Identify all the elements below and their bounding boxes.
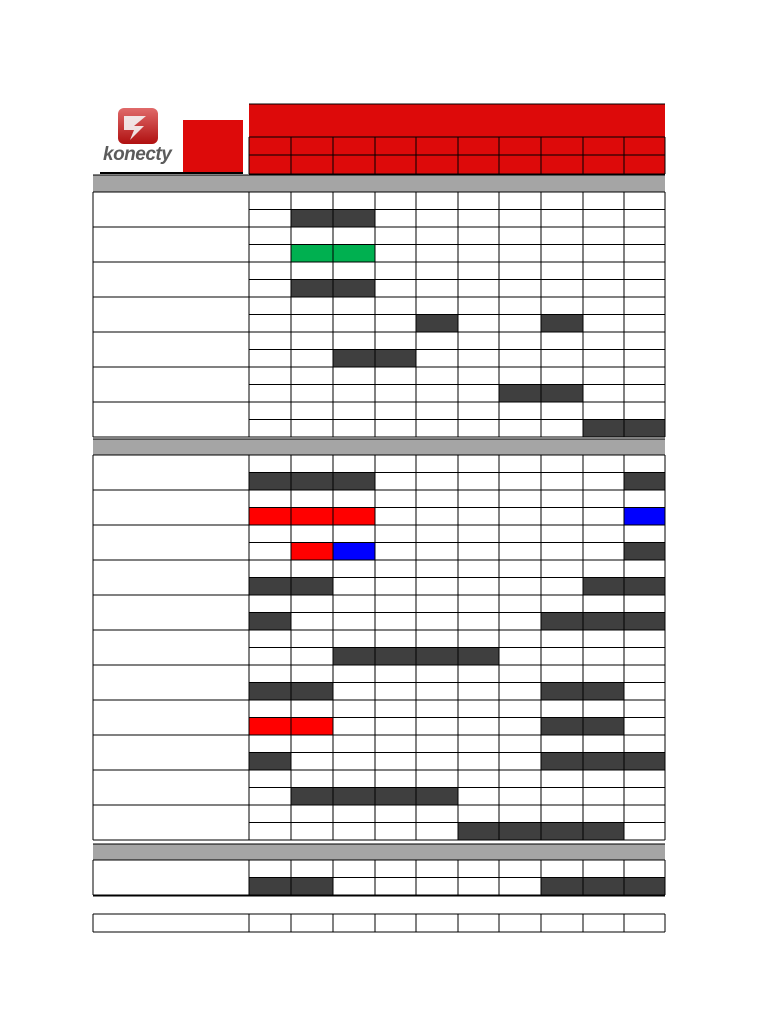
schedule-cell-dark (249, 878, 291, 896)
schedule-cell-dark (416, 788, 458, 806)
schedule-cell-dark (583, 578, 624, 596)
schedule-cell-red (291, 508, 333, 526)
schedule-cell-red (291, 718, 333, 736)
schedule-cell-dark (583, 718, 624, 736)
schedule-cell-dark (458, 823, 499, 841)
schedule-cell-dark (541, 718, 583, 736)
header-red-band (249, 104, 665, 174)
schedule-cell-dark (624, 878, 665, 896)
schedule-cell-dark (291, 878, 333, 896)
schedule-cell-dark (583, 420, 624, 438)
section-header-band (93, 439, 665, 455)
schedule-cell-blue (624, 508, 665, 526)
schedule-cell-dark (541, 683, 583, 701)
schedule-cell-dark (249, 473, 291, 491)
schedule-cell-dark (624, 543, 665, 561)
schedule-cell-dark (583, 823, 624, 841)
schedule-cell-dark (333, 280, 375, 298)
schedule-cell-dark (333, 350, 375, 368)
schedule-cell-dark (499, 385, 541, 403)
schedule-cell-dark (249, 578, 291, 596)
schedule-cell-dark (249, 683, 291, 701)
schedule-cell-dark (541, 878, 583, 896)
schedule-cell-red (249, 718, 291, 736)
schedule-cell-dark (249, 753, 291, 771)
konecty-logo-text: konecty (103, 144, 172, 165)
schedule-cell-dark (583, 683, 624, 701)
section-header-band (93, 175, 665, 192)
schedule-cell-dark (333, 473, 375, 491)
schedule-cell-dark (291, 280, 333, 298)
schedule-cell-dark (624, 613, 665, 631)
schedule-cell-dark (291, 578, 333, 596)
schedule-cell-green (291, 245, 333, 263)
schedule-cell-dark (499, 823, 541, 841)
schedule-cell-dark (541, 753, 583, 771)
schedule-cell-dark (375, 648, 416, 666)
section-header-band (93, 844, 665, 860)
schedule-cell-dark (541, 315, 583, 333)
schedule-cell-red (249, 508, 291, 526)
schedule-cell-dark (416, 315, 458, 333)
schedule-cell-dark (333, 788, 375, 806)
schedule-cell-dark (583, 878, 624, 896)
schedule-cell-dark (624, 420, 665, 438)
schedule-cell-dark (541, 613, 583, 631)
schedule-cell-dark (458, 648, 499, 666)
schedule-cell-dark (291, 473, 333, 491)
schedule-cell-dark (416, 648, 458, 666)
schedule-cell-dark (333, 210, 375, 228)
schedule-cell-dark (624, 753, 665, 771)
schedule-cell-blue (333, 543, 375, 561)
schedule-cell-dark (291, 683, 333, 701)
schedule-cell-dark (583, 613, 624, 631)
schedule-cell-dark (249, 613, 291, 631)
schedule-cell-dark (375, 788, 416, 806)
schedule-cell-dark (333, 648, 375, 666)
schedule-cell-dark (541, 385, 583, 403)
schedule-cell-red (291, 543, 333, 561)
schedule-cell-red (333, 508, 375, 526)
schedule-cell-dark (583, 753, 624, 771)
schedule-cell-dark (541, 823, 583, 841)
schedule-cell-dark (291, 210, 333, 228)
schedule-cell-dark (375, 350, 416, 368)
schedule-cell-dark (624, 473, 665, 491)
schedule-cell-dark (291, 788, 333, 806)
schedule-cell-green (333, 245, 375, 263)
schedule-cell-dark (624, 578, 665, 596)
